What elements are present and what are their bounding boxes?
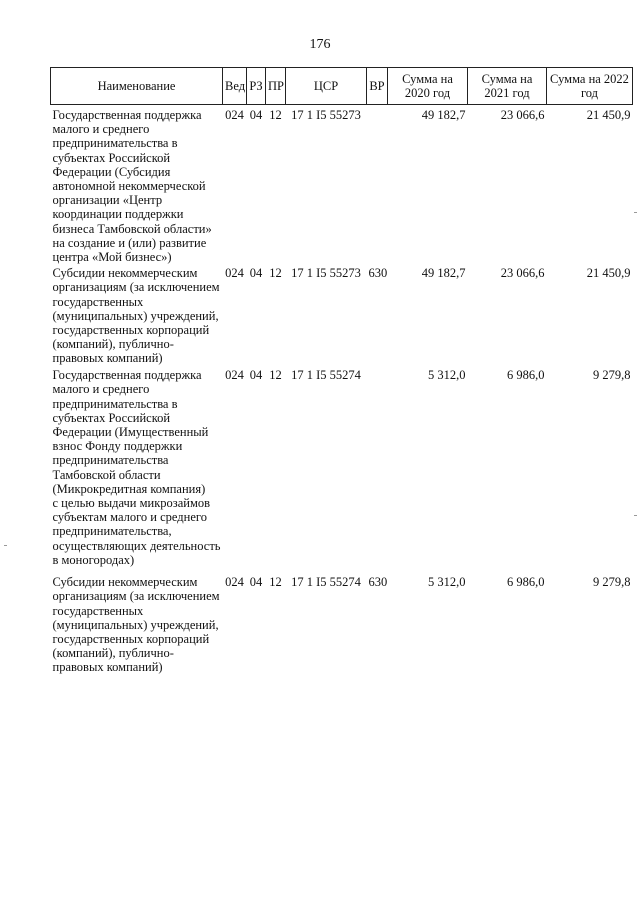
table-row <box>51 366 633 573</box>
row-pr: 12 <box>269 108 282 122</box>
row-pr: 12 <box>269 266 282 281</box>
header-sum-2020: Сумма на 2020 год <box>388 68 468 105</box>
row-sum-2020: 5 312,0 <box>428 575 466 590</box>
row-sum-2022: 9 279,8 <box>593 368 631 383</box>
row-name: Субсидии некоммерческим организациям (за исключением государственных (муниципальных) учреждений, государственных корпораций (компаний), публично- правовых компаний) <box>52 575 220 675</box>
row-sum-2020: 5 312,0 <box>428 368 466 383</box>
header-vr: ВР <box>367 68 388 105</box>
row-csr: 17 1 I5 55273 <box>291 108 361 122</box>
row-vr: 630 <box>368 575 388 590</box>
row-pr: 12 <box>269 368 282 383</box>
scan-mark <box>634 212 637 213</box>
row-ved: 024 <box>225 575 244 590</box>
row-vr <box>367 105 388 265</box>
header-pr: ПР <box>266 68 286 105</box>
row-sum-2022: 21 450,9 <box>586 266 631 281</box>
row-sum-2022: 21 450,9 <box>586 108 631 122</box>
row-vr: 630 <box>368 266 388 281</box>
header-sum-2021: Сумма на 2021 год <box>468 68 547 105</box>
scan-mark <box>4 545 7 546</box>
row-sum-2020: 49 182,7 <box>421 266 466 281</box>
row-csr: 17 1 I5 55273 <box>291 266 361 281</box>
table-row <box>51 105 633 265</box>
row-sum-2020: 49 182,7 <box>421 108 466 122</box>
row-ved: 024 <box>225 368 244 383</box>
table-row <box>51 573 633 685</box>
row-sum-2021: 23 066,6 <box>500 108 545 122</box>
row-name: Субсидии некоммерческим организациям (за исключением государственных (муниципальных) учреждений, государственных корпораций (компаний), публично- правовых компаний) <box>52 266 220 366</box>
header-rz: РЗ <box>247 68 266 105</box>
row-csr: 17 1 I5 55274 <box>291 368 361 383</box>
table-row <box>51 264 633 366</box>
row-ved: 024 <box>225 108 244 122</box>
budget-table <box>50 67 633 685</box>
header-csr: ЦСР <box>286 68 367 105</box>
header-name: Наименование <box>51 68 223 105</box>
row-rz: 04 <box>249 575 263 590</box>
header-sum-2022: Сумма на 2022 год <box>547 68 633 105</box>
row-sum-2021: 6 986,0 <box>507 368 545 383</box>
page-number: 176 <box>309 37 331 52</box>
row-sum-2022: 9 279,8 <box>593 575 631 590</box>
row-rz: 04 <box>249 368 263 383</box>
row-rz: 04 <box>249 266 263 281</box>
row-csr: 17 1 I5 55274 <box>291 575 361 590</box>
row-vr <box>367 366 388 573</box>
row-sum-2021: 6 986,0 <box>507 575 545 590</box>
table-header-row <box>51 68 633 105</box>
row-rz: 04 <box>249 108 263 122</box>
scan-mark <box>634 515 637 516</box>
header-ved: Вед <box>223 68 247 105</box>
row-pr: 12 <box>269 575 282 590</box>
row-ved: 024 <box>225 266 244 281</box>
row-sum-2021: 23 066,6 <box>500 266 545 281</box>
row-name: Государственная поддержка малого и среднего предпринимательства в субъектах Российской Федерации (Субсидия автономной некоммерческой организации «Центр координации поддержки бизнеса Тамбовской области» на создание и (или) развитие центра «Мой бизнес») <box>52 108 212 265</box>
row-name: Государственная поддержка малого и среднего предпринимательства в субъектах Российской Федерации (Имущественный взнос Фонду поддержки предпринимательства Тамбовской области (Микрокредитная компания) с целью выдачи микрозаймов субъектам малого и среднего предпринимательства, осуществляющих деятельность в моногородах) <box>52 368 221 567</box>
